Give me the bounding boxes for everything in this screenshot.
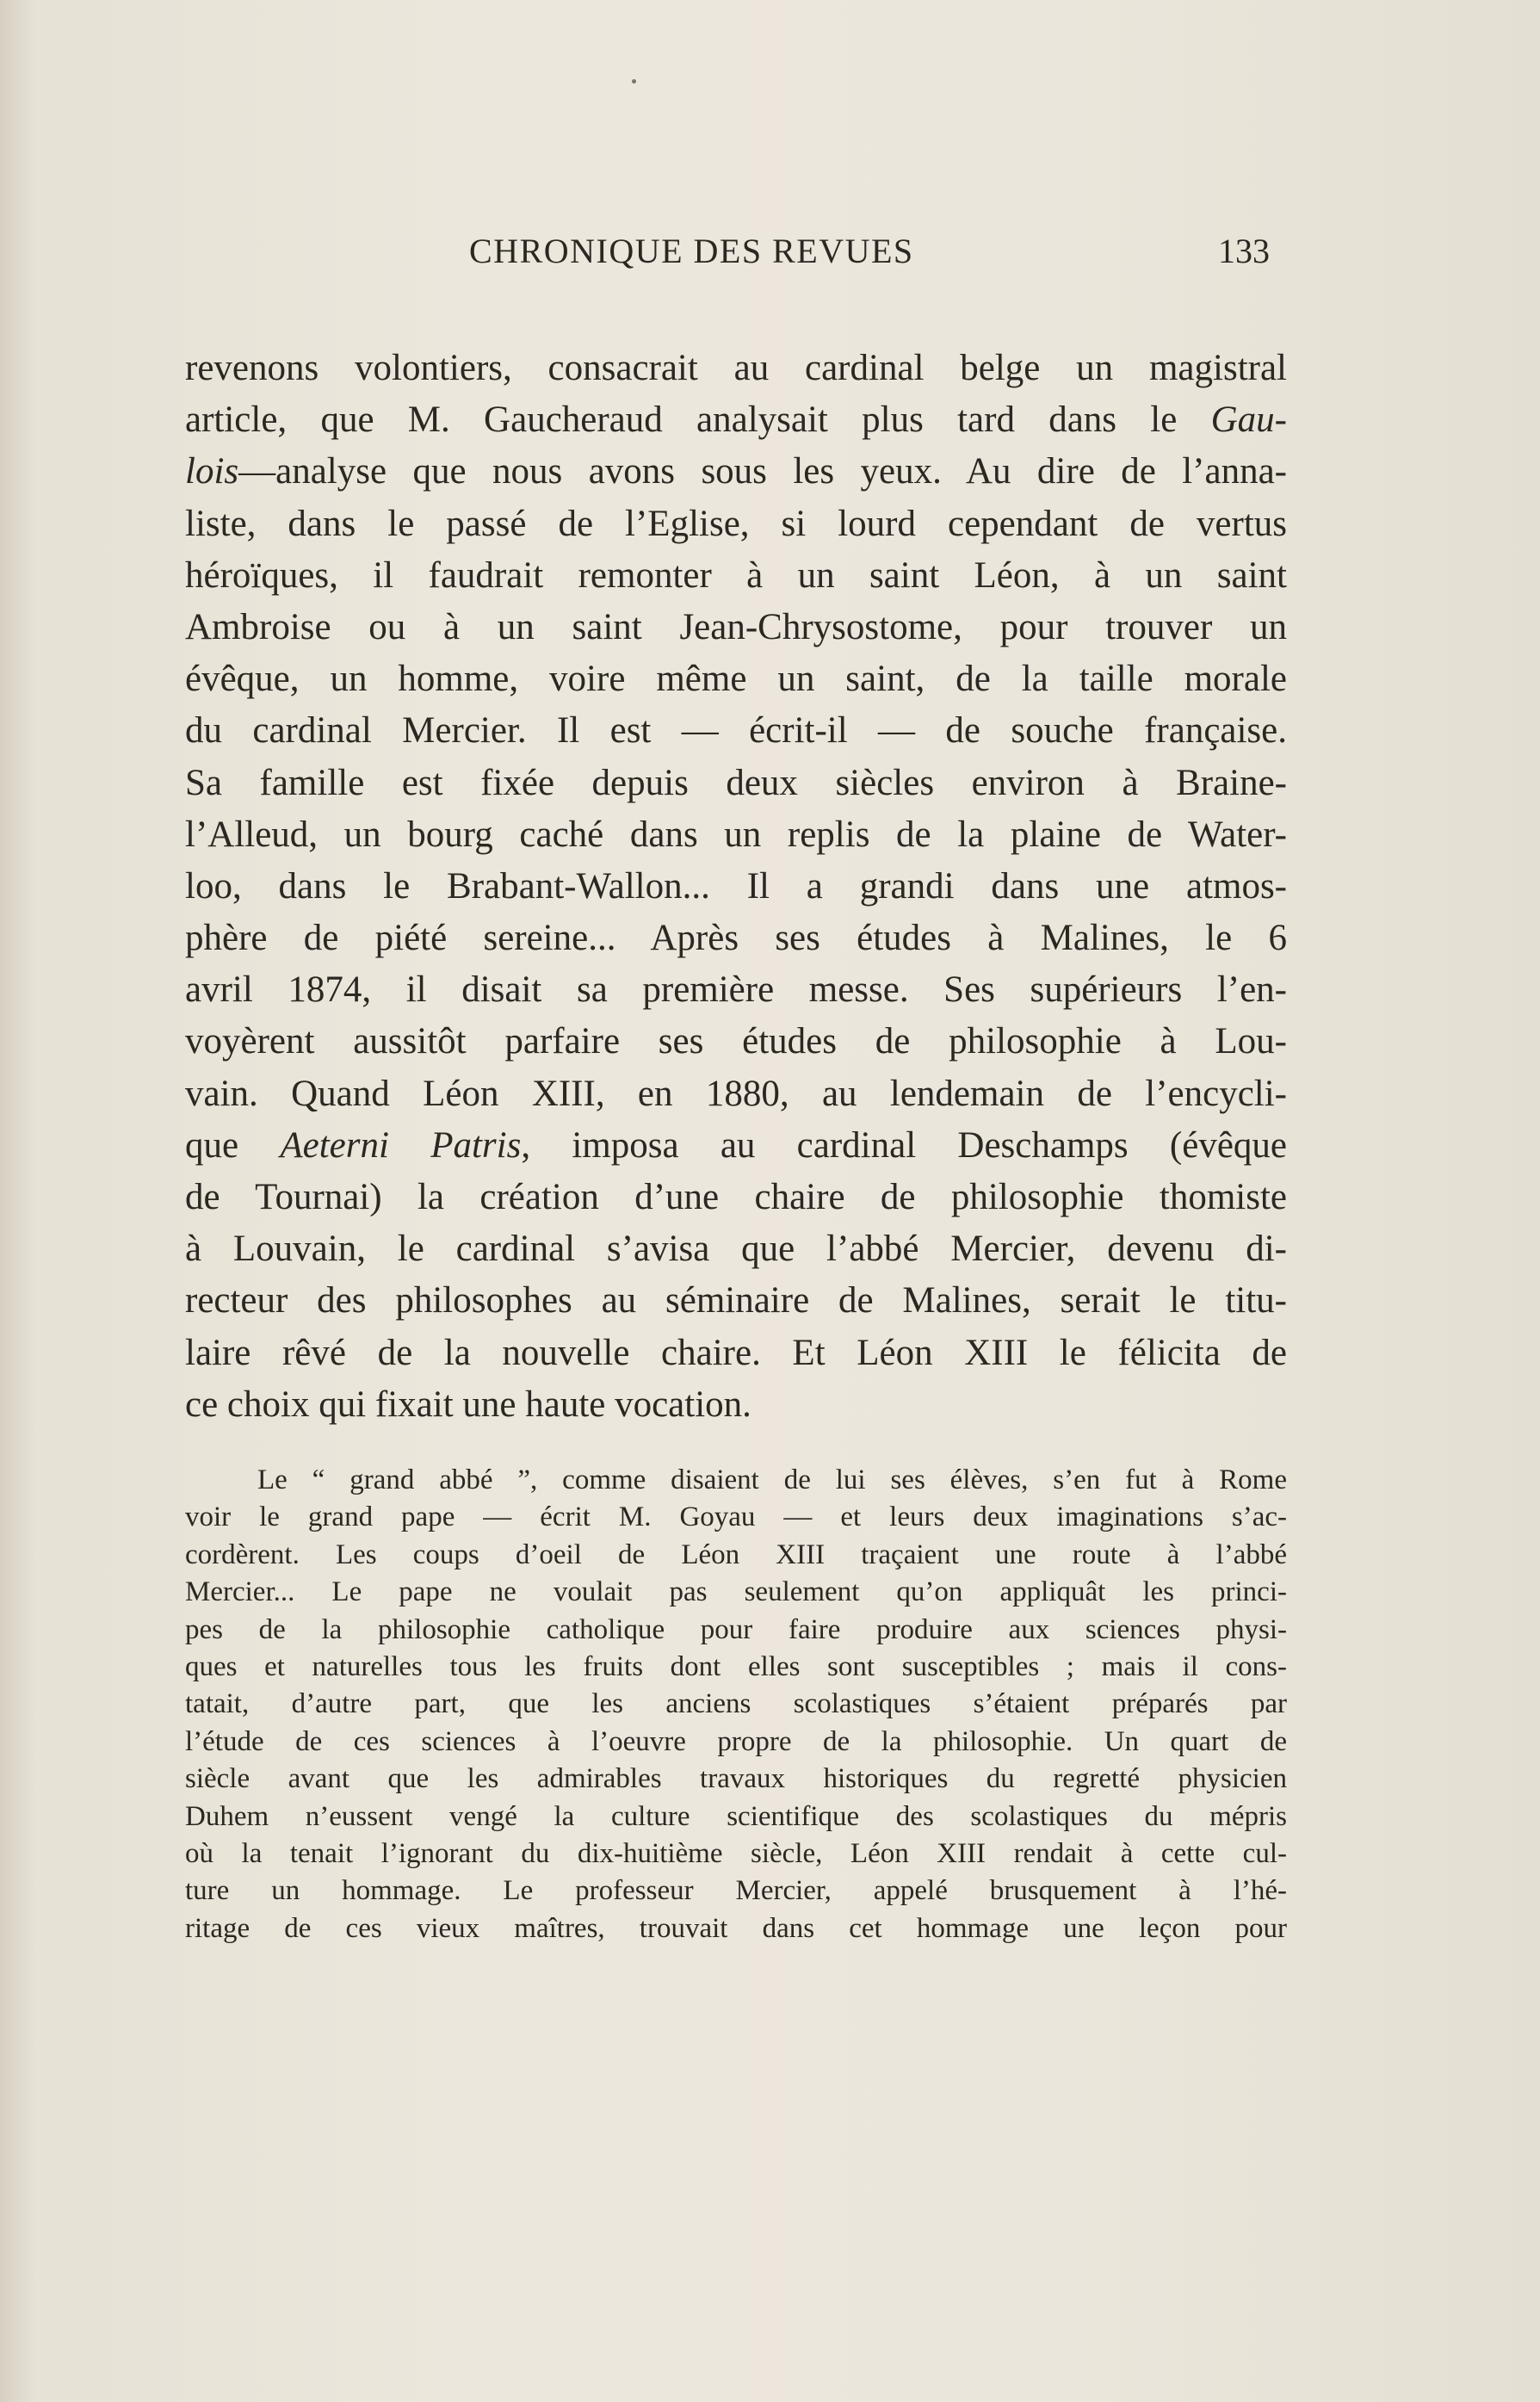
body-line: l’Alleud, un bourg caché dans un replis de la plaine de Water- (185, 814, 1287, 855)
body-line: article, que M. Gaucheraud analysait plus tard dans le Gau- (185, 399, 1287, 441)
quote-line: tatait, d’autre part, que les anciens scolastiques s’étaient préparés par (185, 1688, 1287, 1720)
body-line: liste, dans le passé de l’Eglise, si lourd cependant de vertus (185, 503, 1287, 544)
body-line: phère de piété sereine... Après ses études à Malines, le 6 (185, 918, 1287, 959)
page-gutter-shadow (0, 0, 34, 2402)
body-line: héroïques, il faudrait remonter à un saint Léon, à un saint (185, 554, 1287, 596)
body-line: du cardinal Mercier. Il est — écrit-il — de souche française. (185, 710, 1287, 752)
body-line: revenons volontiers, consacrait au cardinal belge un magistral (185, 348, 1287, 388)
body-line: loo, dans le Brabant-Wallon... Il a grandi dans une atmos- (185, 865, 1287, 907)
quote-line: voir le grand pape — écrit M. Goyau — et leurs deux imaginations s’ac- (185, 1501, 1287, 1533)
quote-line: pes de la philosophie catholique pour faire produire aux sciences physi- (185, 1613, 1287, 1645)
running-head (181, 231, 1291, 282)
body-line: Sa famille est fixée depuis deux siècles environ à Braine- (185, 762, 1287, 803)
body-line: voyèrent aussitôt parfaire ses études de philosophie à Lou- (185, 1021, 1287, 1062)
body-line: de Tournai) la création d’une chaire de philosophie thomiste (185, 1177, 1287, 1217)
quote-line: où la tenait l’ignorant du dix-huitième siècle, Léon XIII rendait à cette cul- (185, 1837, 1287, 1869)
quote-line: Duhem n’eussent vengé la culture scientifique des scolastiques du mépris (185, 1800, 1287, 1832)
running-title: CHRONIQUE DES REVUES (469, 232, 914, 270)
quote-line: Le “ grand abbé ”, comme disaient de lui ses élèves, s’en fut à Rome (257, 1464, 1287, 1495)
body-line: recteur des philosophes au séminaire de Malines, serait le titu- (185, 1280, 1287, 1322)
quote-line: ture un hommage. Le professeur Mercier, appelé brusquement à l’hé- (185, 1875, 1287, 1907)
quoted-passage (185, 1462, 1287, 1947)
page-number: 133 (1218, 232, 1270, 270)
quote-line: Mercier... Le pape ne voulait pas seulement qu’on appliquât les princi- (185, 1576, 1287, 1608)
quote-line: cordèrent. Les coups d’oeil de Léon XIII traçaient une route à l’abbé (185, 1538, 1287, 1570)
ink-speck (632, 79, 636, 84)
body-line: Ambroise ou à un saint Jean-Chrysostome, pour trouver un (185, 606, 1287, 647)
quote-line: ritage de ces vieux maîtres, trouvait dans cet hommage une leçon pour (185, 1912, 1287, 1944)
quote-line: ques et naturelles tous les fruits dont elles sont susceptibles ; mais il cons- (185, 1650, 1287, 1682)
body-line: avril 1874, il disait sa première messe. Ses supérieurs l’en- (185, 969, 1287, 1011)
body-line: vain. Quand Léon XIII, en 1880, au lendemain de l’encycli- (185, 1073, 1287, 1114)
body-line: évêque, un homme, voire même un saint, de la taille morale (185, 659, 1287, 700)
body-paragraph (185, 343, 1287, 1431)
quote-line: siècle avant que les admirables travaux historiques du regretté physicien (185, 1763, 1287, 1795)
body-line: que Aeterni Patris, imposa au cardinal Deschamps (évêque (185, 1124, 1287, 1166)
body-line: lois—analyse que nous avons sous les yeux. Au dire de l’anna- (185, 451, 1287, 492)
body-line: à Louvain, le cardinal s’avisa que l’abbé Mercier, devenu di- (185, 1229, 1287, 1270)
quote-line: l’étude de ces sciences à l’oeuvre propre de la philosophie. Un quart de (185, 1725, 1287, 1757)
body-line: laire rêvé de la nouvelle chaire. Et Léon XIII le félicita de (185, 1332, 1287, 1373)
body-line: ce choix qui fixait une haute vocation. (185, 1384, 751, 1425)
